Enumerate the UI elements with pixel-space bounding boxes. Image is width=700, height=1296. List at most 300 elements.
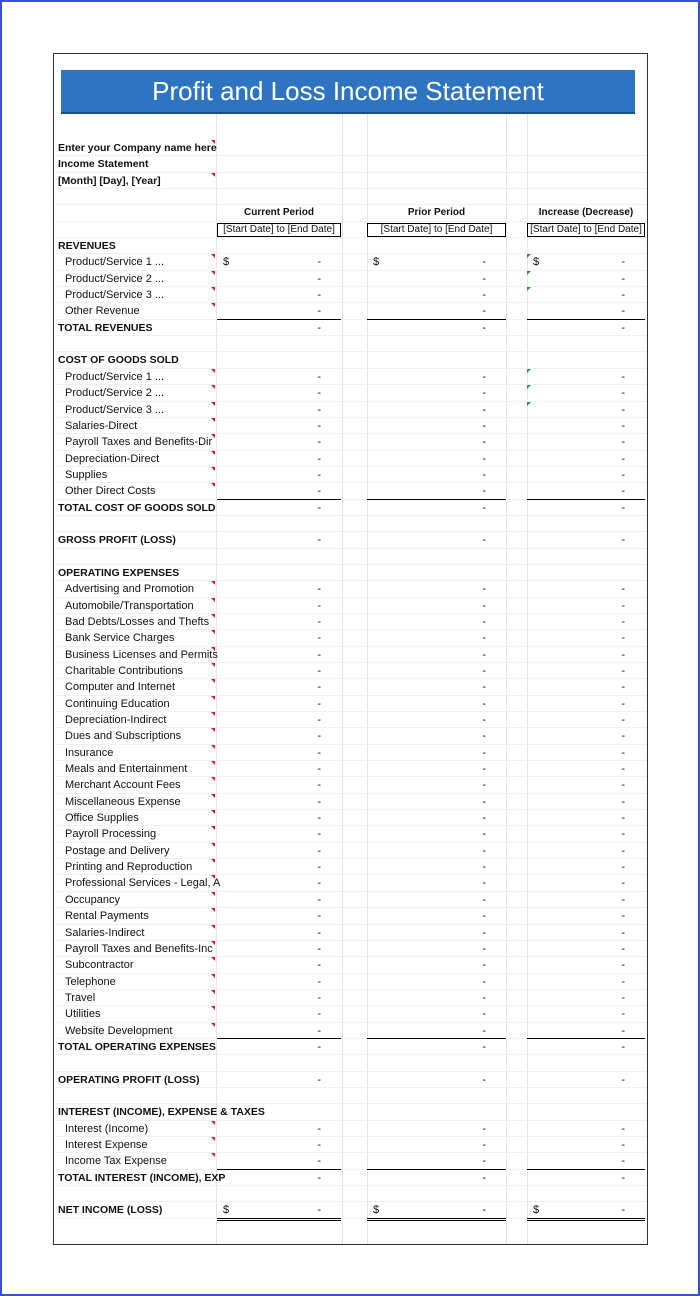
column-range[interactable]: [Start Date] to [End Date] [367,223,506,237]
value-cell[interactable] [367,908,506,923]
value-cell[interactable] [367,712,506,727]
value-cell[interactable] [217,271,341,286]
amount-value: - [317,1204,321,1217]
value-cell[interactable] [217,826,341,841]
value-cell[interactable] [367,467,506,482]
value-cell[interactable] [527,385,645,400]
value-cell[interactable] [217,418,341,433]
comment-indicator [211,810,215,814]
value-cell[interactable] [527,941,645,956]
row-label[interactable]: Subcontractor [65,959,134,972]
amount-value: - [621,861,625,874]
value-cell[interactable] [217,532,341,547]
amount-value: - [317,730,321,743]
row-label[interactable]: Payroll Processing [65,828,157,841]
value-cell[interactable] [367,892,506,907]
amount-value: - [482,370,486,383]
value-cell[interactable] [527,826,645,841]
amount-value: - [317,1040,321,1053]
value-cell[interactable] [367,402,506,417]
row-label[interactable]: Automobile/Transportation [65,599,194,612]
amount-value: - [621,844,625,857]
value-cell[interactable] [217,941,341,956]
amount-value: - [621,436,625,449]
value-cell[interactable] [527,581,645,596]
value-cell[interactable] [217,630,341,645]
row-label[interactable]: Depreciation-Indirect [65,714,167,727]
value-cell[interactable] [527,1153,645,1169]
value-cell[interactable] [527,810,645,825]
value-cell[interactable] [527,925,645,940]
row-label[interactable]: Insurance [65,746,114,759]
row-label[interactable]: Product/Service 1 ... [65,256,165,269]
amount-value: - [482,599,486,612]
comment-indicator [211,598,215,602]
value-cell[interactable] [527,303,645,319]
value-cell[interactable] [527,647,645,662]
value-cell[interactable] [217,254,341,269]
row-label[interactable]: Professional Services - Legal, A [65,877,221,890]
row-label[interactable]: Charitable Contributions [65,665,184,677]
value-cell[interactable] [217,859,341,874]
value-cell[interactable] [527,1039,645,1054]
amount-value: - [621,665,625,677]
value-cell[interactable] [527,696,645,711]
row-label[interactable]: Travel [65,991,96,1004]
comment-indicator [211,892,215,896]
row-label[interactable]: TOTAL REVENUES [58,321,153,334]
comment-indicator [211,663,215,667]
error-indicator [527,402,531,406]
column-range[interactable]: [Start Date] to [End Date] [217,223,341,237]
value-cell[interactable] [217,385,341,400]
value-cell[interactable] [527,500,645,515]
value-cell[interactable] [367,254,506,269]
value-cell[interactable] [217,369,341,384]
value-cell[interactable] [217,810,341,825]
line-item-row [54,581,647,597]
value-cell[interactable] [217,1039,341,1054]
value-cell[interactable] [217,794,341,809]
amount-value: - [482,1204,486,1217]
amount-value: - [317,779,321,792]
amount-value: - [317,861,321,874]
line-item-row [54,826,647,842]
value-cell[interactable] [217,647,341,662]
row-label[interactable]: Other Direct Costs [65,485,156,498]
value-cell[interactable] [367,581,506,596]
blank-row [54,1186,647,1202]
row-label[interactable]: Depreciation-Direct [65,452,160,465]
value-cell[interactable] [217,761,341,776]
comment-indicator [211,483,215,487]
value-cell[interactable] [367,630,506,645]
value-cell[interactable] [527,598,645,613]
value-cell[interactable] [367,598,506,613]
value-cell[interactable] [367,663,506,678]
row-label[interactable]: TOTAL COST OF GOODS SOLD [58,501,216,514]
value-cell[interactable] [527,287,645,302]
blank-row [54,1088,647,1104]
value-cell[interactable] [367,614,506,629]
value-cell[interactable] [527,957,645,972]
comment-indicator [211,843,215,847]
amount-value: - [317,1073,321,1086]
value-cell[interactable] [527,990,645,1005]
amount-value: - [482,305,486,318]
value-cell[interactable] [527,745,645,760]
row-label[interactable]: COST OF GOODS SOLD [58,354,179,367]
value-cell[interactable] [367,451,506,466]
row-label[interactable]: INTEREST (INCOME), EXPENSE & TAXES [58,1106,265,1119]
value-cell[interactable] [217,745,341,760]
blank-row [54,516,647,532]
amount-value: - [317,289,321,302]
value-cell[interactable] [217,1170,341,1185]
value-cell[interactable] [217,875,341,890]
comment-indicator [211,941,215,945]
amount-value: - [621,452,625,465]
amount-value: - [482,1155,486,1168]
value-cell[interactable] [217,696,341,711]
amount-value: - [621,1155,625,1168]
row-label[interactable]: Postage and Delivery [65,844,170,857]
value-cell[interactable] [527,467,645,482]
amount-value: - [317,991,321,1004]
value-cell[interactable] [367,777,506,792]
row-label[interactable]: Supplies [65,468,108,481]
value-cell[interactable] [367,385,506,400]
value-cell[interactable] [217,303,341,319]
value-cell[interactable] [367,532,506,547]
value-cell[interactable] [527,761,645,776]
row-label[interactable]: REVENUES [58,240,116,253]
row-label[interactable]: Printing and Reproduction [65,861,193,874]
value-cell[interactable] [217,1137,341,1152]
value-cell[interactable] [217,451,341,466]
row-label[interactable]: Dues and Subscriptions [65,730,182,743]
value-cell[interactable] [527,451,645,466]
comment-indicator [211,974,215,978]
comment-indicator [211,826,215,830]
row-label[interactable]: Meals and Entertainment [65,763,188,776]
value-cell[interactable] [367,418,506,433]
value-cell[interactable] [217,598,341,613]
comment-indicator [211,875,215,879]
row-label[interactable]: Rental Payments [65,910,149,923]
value-cell[interactable] [217,1006,341,1021]
value-cell[interactable] [527,843,645,858]
value-cell[interactable] [217,974,341,989]
line-item-row [54,875,647,891]
value-cell[interactable] [217,679,341,694]
row-label[interactable]: Salaries-Direct [65,419,138,432]
comment-indicator [211,712,215,716]
row-label[interactable]: Website Development [65,1024,173,1037]
value-cell[interactable] [527,532,645,547]
line-item-row [54,1023,647,1039]
comment-indicator [211,957,215,961]
row-label[interactable]: Income Statement [58,158,149,171]
amount-value: - [482,975,486,988]
value-cell[interactable] [367,974,506,989]
row-label[interactable]: Occupancy [65,893,121,906]
value-cell[interactable] [527,402,645,417]
line-item-row [54,843,647,859]
row-label[interactable]: Utilities [65,1008,101,1021]
row-label[interactable]: Telephone [65,975,116,988]
amount-value: - [482,1138,486,1151]
row-label[interactable]: Income Tax Expense [65,1155,167,1168]
value-cell[interactable] [527,712,645,727]
value-cell[interactable] [367,434,506,449]
row-label[interactable]: Interest Expense [65,1138,148,1151]
value-cell[interactable] [367,647,506,662]
comment-indicator [211,1137,215,1141]
comment-indicator [211,1023,215,1027]
row-label[interactable]: Product/Service 3 ... [65,289,165,302]
value-cell[interactable] [527,271,645,286]
line-item-row [54,418,647,434]
row-label[interactable]: OPERATING EXPENSES [58,566,180,579]
value-cell[interactable] [217,1153,341,1169]
value-cell[interactable] [217,581,341,596]
value-cell[interactable] [527,1137,645,1152]
value-cell[interactable] [367,1121,506,1136]
value-cell[interactable] [527,320,645,335]
value-cell[interactable] [527,434,645,449]
value-cell[interactable] [367,1202,506,1220]
error-indicator [527,271,531,275]
value-cell[interactable] [527,679,645,694]
value-cell[interactable] [217,957,341,972]
row-label[interactable]: [Month] [Day], [Year] [58,174,161,187]
row-label[interactable]: Payroll Taxes and Benefits-Inc [65,942,213,955]
amount-value: - [482,812,486,825]
value-cell[interactable] [217,1121,341,1136]
value-cell[interactable] [367,794,506,809]
value-cell[interactable] [367,500,506,515]
comment-indicator [211,630,215,634]
value-cell[interactable] [527,663,645,678]
value-cell[interactable] [367,1153,506,1169]
line-item-row [54,745,647,761]
value-cell[interactable] [217,777,341,792]
value-cell[interactable] [367,1039,506,1054]
row-label[interactable]: Other Revenue [65,305,140,318]
line-item-row [54,761,647,777]
amount-value: - [482,697,486,710]
value-cell[interactable] [367,1170,506,1185]
amount-value: - [482,485,486,498]
value-cell[interactable] [527,1170,645,1185]
value-cell[interactable] [527,630,645,645]
value-cell[interactable] [527,908,645,923]
value-cell[interactable] [527,892,645,907]
value-cell[interactable] [367,761,506,776]
value-cell[interactable] [367,1006,506,1021]
amount-value: - [621,910,625,923]
value-cell[interactable] [367,287,506,302]
value-cell[interactable] [367,1023,506,1039]
value-cell[interactable] [367,303,506,319]
value-cell[interactable] [527,794,645,809]
value-cell[interactable] [367,1137,506,1152]
value-cell[interactable] [217,467,341,482]
value-cell[interactable] [367,483,506,499]
line-item-row [54,483,647,499]
value-cell[interactable] [217,925,341,940]
row-label[interactable]: TOTAL INTEREST (INCOME), EXP [58,1171,226,1184]
value-cell[interactable] [217,1072,341,1087]
value-cell[interactable] [217,892,341,907]
amount-value: - [317,844,321,857]
row-label[interactable]: GROSS PROFIT (LOSS) [58,534,176,547]
value-cell[interactable] [527,614,645,629]
value-cell[interactable] [527,483,645,499]
row-label[interactable]: Bad Debts/Losses and Thefts [65,615,210,628]
amount-value: - [482,828,486,841]
line-item-row [54,777,647,793]
amount-value: - [317,975,321,988]
value-cell[interactable] [217,1023,341,1039]
row-label[interactable]: TOTAL OPERATING EXPENSES [58,1040,216,1053]
value-cell[interactable] [527,254,645,269]
row-label[interactable]: Miscellaneous Expense [65,795,181,808]
value-cell[interactable] [527,1121,645,1136]
value-cell[interactable] [367,875,506,890]
value-cell[interactable] [527,1023,645,1039]
value-cell[interactable] [217,663,341,678]
row-label[interactable]: Advertising and Promotion [65,583,195,596]
total-row [54,320,647,336]
value-cell[interactable] [217,843,341,858]
amount-value: - [317,403,321,416]
comment-indicator [211,418,215,422]
value-cell[interactable] [527,369,645,384]
row-label[interactable]: Business Licenses and Permits [65,648,218,661]
amount-value: - [317,468,321,481]
value-cell[interactable] [367,271,506,286]
value-cell[interactable] [217,402,341,417]
value-cell[interactable] [367,957,506,972]
amount-value: - [621,648,625,661]
column-range[interactable]: [Start Date] to [End Date] [527,223,645,237]
row-label[interactable]: Interest (Income) [65,1122,149,1135]
value-cell[interactable] [367,925,506,940]
company-row [54,140,647,156]
value-cell[interactable] [367,679,506,694]
amount-value: - [482,403,486,416]
value-cell[interactable] [367,859,506,874]
value-cell[interactable] [367,810,506,825]
value-cell[interactable] [217,728,341,743]
row-label[interactable]: Enter your Company name here [58,142,217,154]
amount-value: - [317,485,321,498]
value-cell[interactable] [527,777,645,792]
value-cell[interactable] [217,434,341,449]
amount-value: - [317,632,321,645]
row-label[interactable]: NET INCOME (LOSS) [58,1204,163,1217]
row-label[interactable]: Product/Service 1 ... [65,370,165,383]
comment-indicator [211,1153,215,1157]
row-label[interactable]: Office Supplies [65,812,139,825]
amount-value: - [482,321,486,334]
row-label[interactable]: Salaries-Indirect [65,926,145,939]
value-cell[interactable] [217,287,341,302]
row-label[interactable]: Payroll Taxes and Benefits-Dir [65,436,213,449]
amount-value: - [317,387,321,400]
column-range-row [54,222,647,238]
value-cell[interactable] [527,1202,645,1220]
comment-indicator [211,385,215,389]
value-cell[interactable] [527,728,645,743]
value-cell[interactable] [527,974,645,989]
row-label[interactable]: Computer and Internet [65,681,176,694]
value-cell[interactable] [217,712,341,727]
amount-value: - [621,1204,625,1217]
amount-value: - [621,942,625,955]
value-cell[interactable] [367,1072,506,1087]
amount-value: - [621,1073,625,1086]
value-cell[interactable] [217,483,341,499]
value-cell[interactable] [527,418,645,433]
value-cell[interactable] [527,1072,645,1087]
value-cell[interactable] [367,990,506,1005]
value-cell[interactable] [367,369,506,384]
amount-value: - [317,648,321,661]
line-item-row [54,434,647,450]
row-label[interactable]: Merchant Account Fees [65,779,181,792]
error-indicator [527,287,531,291]
value-cell[interactable] [367,941,506,956]
blank-row [54,189,647,205]
row-label[interactable]: Product/Service 3 ... [65,403,165,416]
amount-value: - [482,926,486,939]
value-cell[interactable] [367,826,506,841]
value-cell[interactable] [527,875,645,890]
value-cell[interactable] [217,614,341,629]
value-cell[interactable] [367,696,506,711]
value-cell[interactable] [367,745,506,760]
value-cell[interactable] [217,1202,341,1220]
amount-value: - [317,959,321,972]
row-label[interactable]: Bank Service Charges [65,632,175,645]
row-label[interactable]: OPERATING PROFIT (LOSS) [58,1073,200,1086]
comment-indicator [211,777,215,781]
amount-value: - [482,844,486,857]
row-label[interactable]: Product/Service 2 ... [65,387,165,400]
amount-value: - [317,1008,321,1021]
value-cell[interactable] [217,320,341,335]
value-cell[interactable] [217,500,341,515]
amount-value: - [621,387,625,400]
value-cell[interactable] [367,728,506,743]
value-cell[interactable] [367,843,506,858]
amount-value: - [317,746,321,759]
line-item-row [54,1121,647,1137]
amount-value: - [621,1122,625,1135]
value-cell[interactable] [217,990,341,1005]
row-label[interactable]: Product/Service 2 ... [65,272,165,285]
page-title: Profit and Loss Income Statement [61,70,635,114]
value-cell[interactable] [527,1006,645,1021]
value-cell[interactable] [367,320,506,335]
value-cell[interactable] [217,908,341,923]
comment-indicator [211,402,215,406]
row-label[interactable]: Continuing Education [65,697,170,710]
value-cell[interactable] [527,859,645,874]
